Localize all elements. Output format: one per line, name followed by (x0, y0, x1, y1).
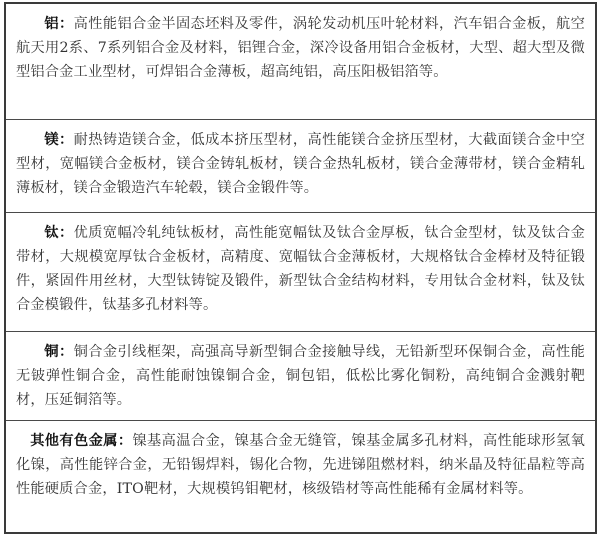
section-text: 镍基高温合金，镍基合金无缝管，镍基金属多孔材料，高性能球形氢氧化镍，高性能锌合金，无铅锡焊料，锡化合物，先进锑阻燃材料，纳米晶及特征晶粒等高性能硬质合金，ITO靶材，大规模钨钼靶材，核级锆材等高性能稀有金属材料等。 (16, 433, 586, 497)
section-titanium (6, 213, 595, 332)
section-heading: 铜： (44, 344, 74, 360)
section-text: 耐热铸造镁合金，低成本挤压型材，高性能镁合金挤压型材，大截面镁合金中空型材，宽幅镁合金板材，镁合金铸轧板材，镁合金热轧板材，镁合金薄带材，镁合金精轧薄板材，镁合金锻造汽车轮毂，镁合金锻件等。 (16, 132, 585, 196)
section-text: 高性能铝合金半固态坯料及零件，涡轮发动机压叶轮材料，汽车铝合金板，航空航天用2系、7系列铝合金及材料，铝锂合金，深冷设备用铝合金板材，大型、超大型及微型铝合金工业型材，可焊铝合金薄板，超高纯铝，高压阳极铝箔等。 (16, 16, 585, 80)
section-text: 优质宽幅冷轧纯钛板材，高性能宽幅钛及钛合金厚板，钛合金型材，钛及钛合金带材，大规模宽厚钛合金板材，高精度、宽幅钛合金薄板材，大规格钛合金棒材及特征锻件，紧固件用丝材，大型钛铸锭及锻件，新型钛合金结构材料，专用钛合金材料，钛及钛合金模锻件，钛基多孔材料等。 (16, 225, 585, 313)
section-text: 铜合金引线框架，高强高导新型铜合金接触导线，无铅新型环保铜合金，高性能无铍弹性铜合金，高性能耐蚀镍铜合金，铜包铝，低松比雾化铜粉，高纯铜合金溅射靶材，压延铜箔等。 (16, 344, 585, 408)
section-copper (6, 332, 595, 421)
section-magnesium (6, 120, 595, 213)
section-heading: 其他有色金属： (30, 433, 133, 449)
section-heading: 铝： (44, 16, 74, 32)
section-heading: 镁： (44, 132, 74, 148)
materials-table (4, 2, 597, 534)
section-heading: 钛： (44, 225, 74, 241)
section-aluminum (6, 4, 595, 120)
section-other-nonferrous (6, 421, 595, 532)
